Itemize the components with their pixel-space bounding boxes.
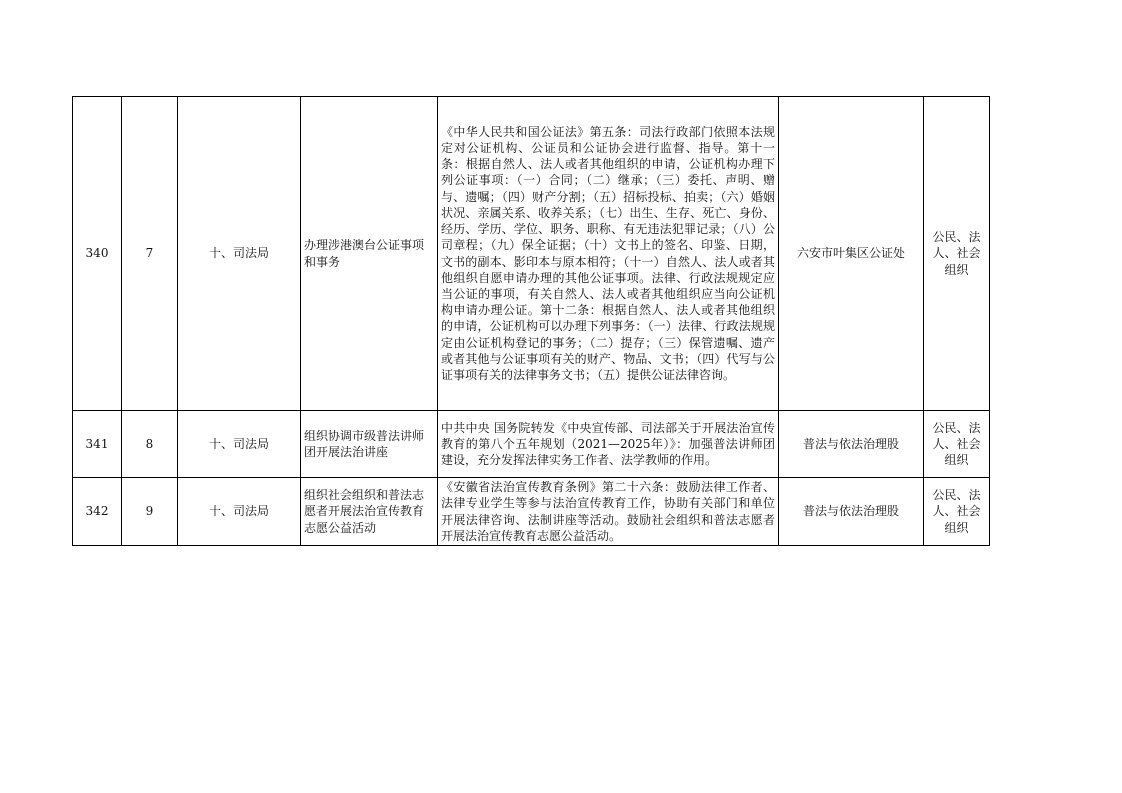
department-cell: 十、司法局 [178, 478, 301, 546]
matters-table [72, 96, 990, 546]
item-number-cell: 7 [122, 97, 178, 411]
serial-number-cell: 341 [73, 411, 122, 478]
item-number-cell: 8 [122, 411, 178, 478]
service-target-cell: 公民、法人、社会组织 [924, 411, 990, 478]
item-name-cell: 组织协调市级普法讲师团开展法治讲座 [301, 411, 438, 478]
serial-number-cell: 340 [73, 97, 122, 411]
item-name-cell: 组织社会组织和普法志愿者开展法治宣传教育志愿公益活动 [301, 478, 438, 546]
service-target-cell: 公民、法人、社会组织 [924, 478, 990, 546]
legal-basis-cell: 《中华人民共和国公证法》第五条：司法行政部门依照本法规定对公证机构、公证员和公证协会进行监督、指导。第十一条：根据自然人、法人或者其他组织的申请，公证机构办理下列公证事项：（一）合同；（二）继承；（三）委托、声明、赠与、遗嘱；（四）财产分割；（五）招标投标、拍卖；（六）婚姻状况、亲属关系、收养关系；（七）出生、生存、死亡、身份、经历、学历、学位、职务、职称、有无违法犯罪记录；（八）公司章程；（九）保全证据；（十）文书上的签名、印鉴、日期，文书的副本、影印本与原本相符；（十一）自然人、法人或者其他组织自愿申请办理的其他公证事项。法律、行政法规规定应当公证的事项，有关自然人、法人或者其他组织应当向公证机构申请办理公证。第十二条：根据自然人、法人或者其他组织的申请，公证机构可以办理下列事务：（一）法律、行政法规规定由公证机构登记的事务；（二）提存；（三）保管遗嘱、遗产或者其他与公证事项有关的财产、物品、文书；（四）代写与公证事项有关的法律事务文书；（五）提供公证法律咨询。 [438, 97, 779, 411]
table-row [73, 478, 990, 546]
legal-basis-cell: 中共中央 国务院转发《中央宣传部、司法部关于开展法治宣传教育的第八个五年规划（2021—2025年）》：加强普法讲师团建设，充分发挥法律实务工作者、法学教师的作用。 [438, 411, 779, 478]
item-name-cell: 办理涉港澳台公证事项和事务 [301, 97, 438, 411]
department-cell: 十、司法局 [178, 411, 301, 478]
department-cell: 十、司法局 [178, 97, 301, 411]
responsible-unit-cell: 六安市叶集区公证处 [779, 97, 924, 411]
table-row [73, 411, 990, 478]
responsible-unit-cell: 普法与依法治理股 [779, 411, 924, 478]
service-target-cell: 公民、法人、社会组织 [924, 97, 990, 411]
serial-number-cell: 342 [73, 478, 122, 546]
legal-basis-cell: 《安徽省法治宣传教育条例》第二十六条：鼓励法律工作者、法律专业学生等参与法治宣传教育工作，协助有关部门和单位开展法律咨询、法制讲座等活动。鼓励社会组织和普法志愿者开展法治宣传教育志愿公益活动。 [438, 478, 779, 546]
table-row [73, 97, 990, 411]
responsible-unit-cell: 普法与依法治理股 [779, 478, 924, 546]
item-number-cell: 9 [122, 478, 178, 546]
